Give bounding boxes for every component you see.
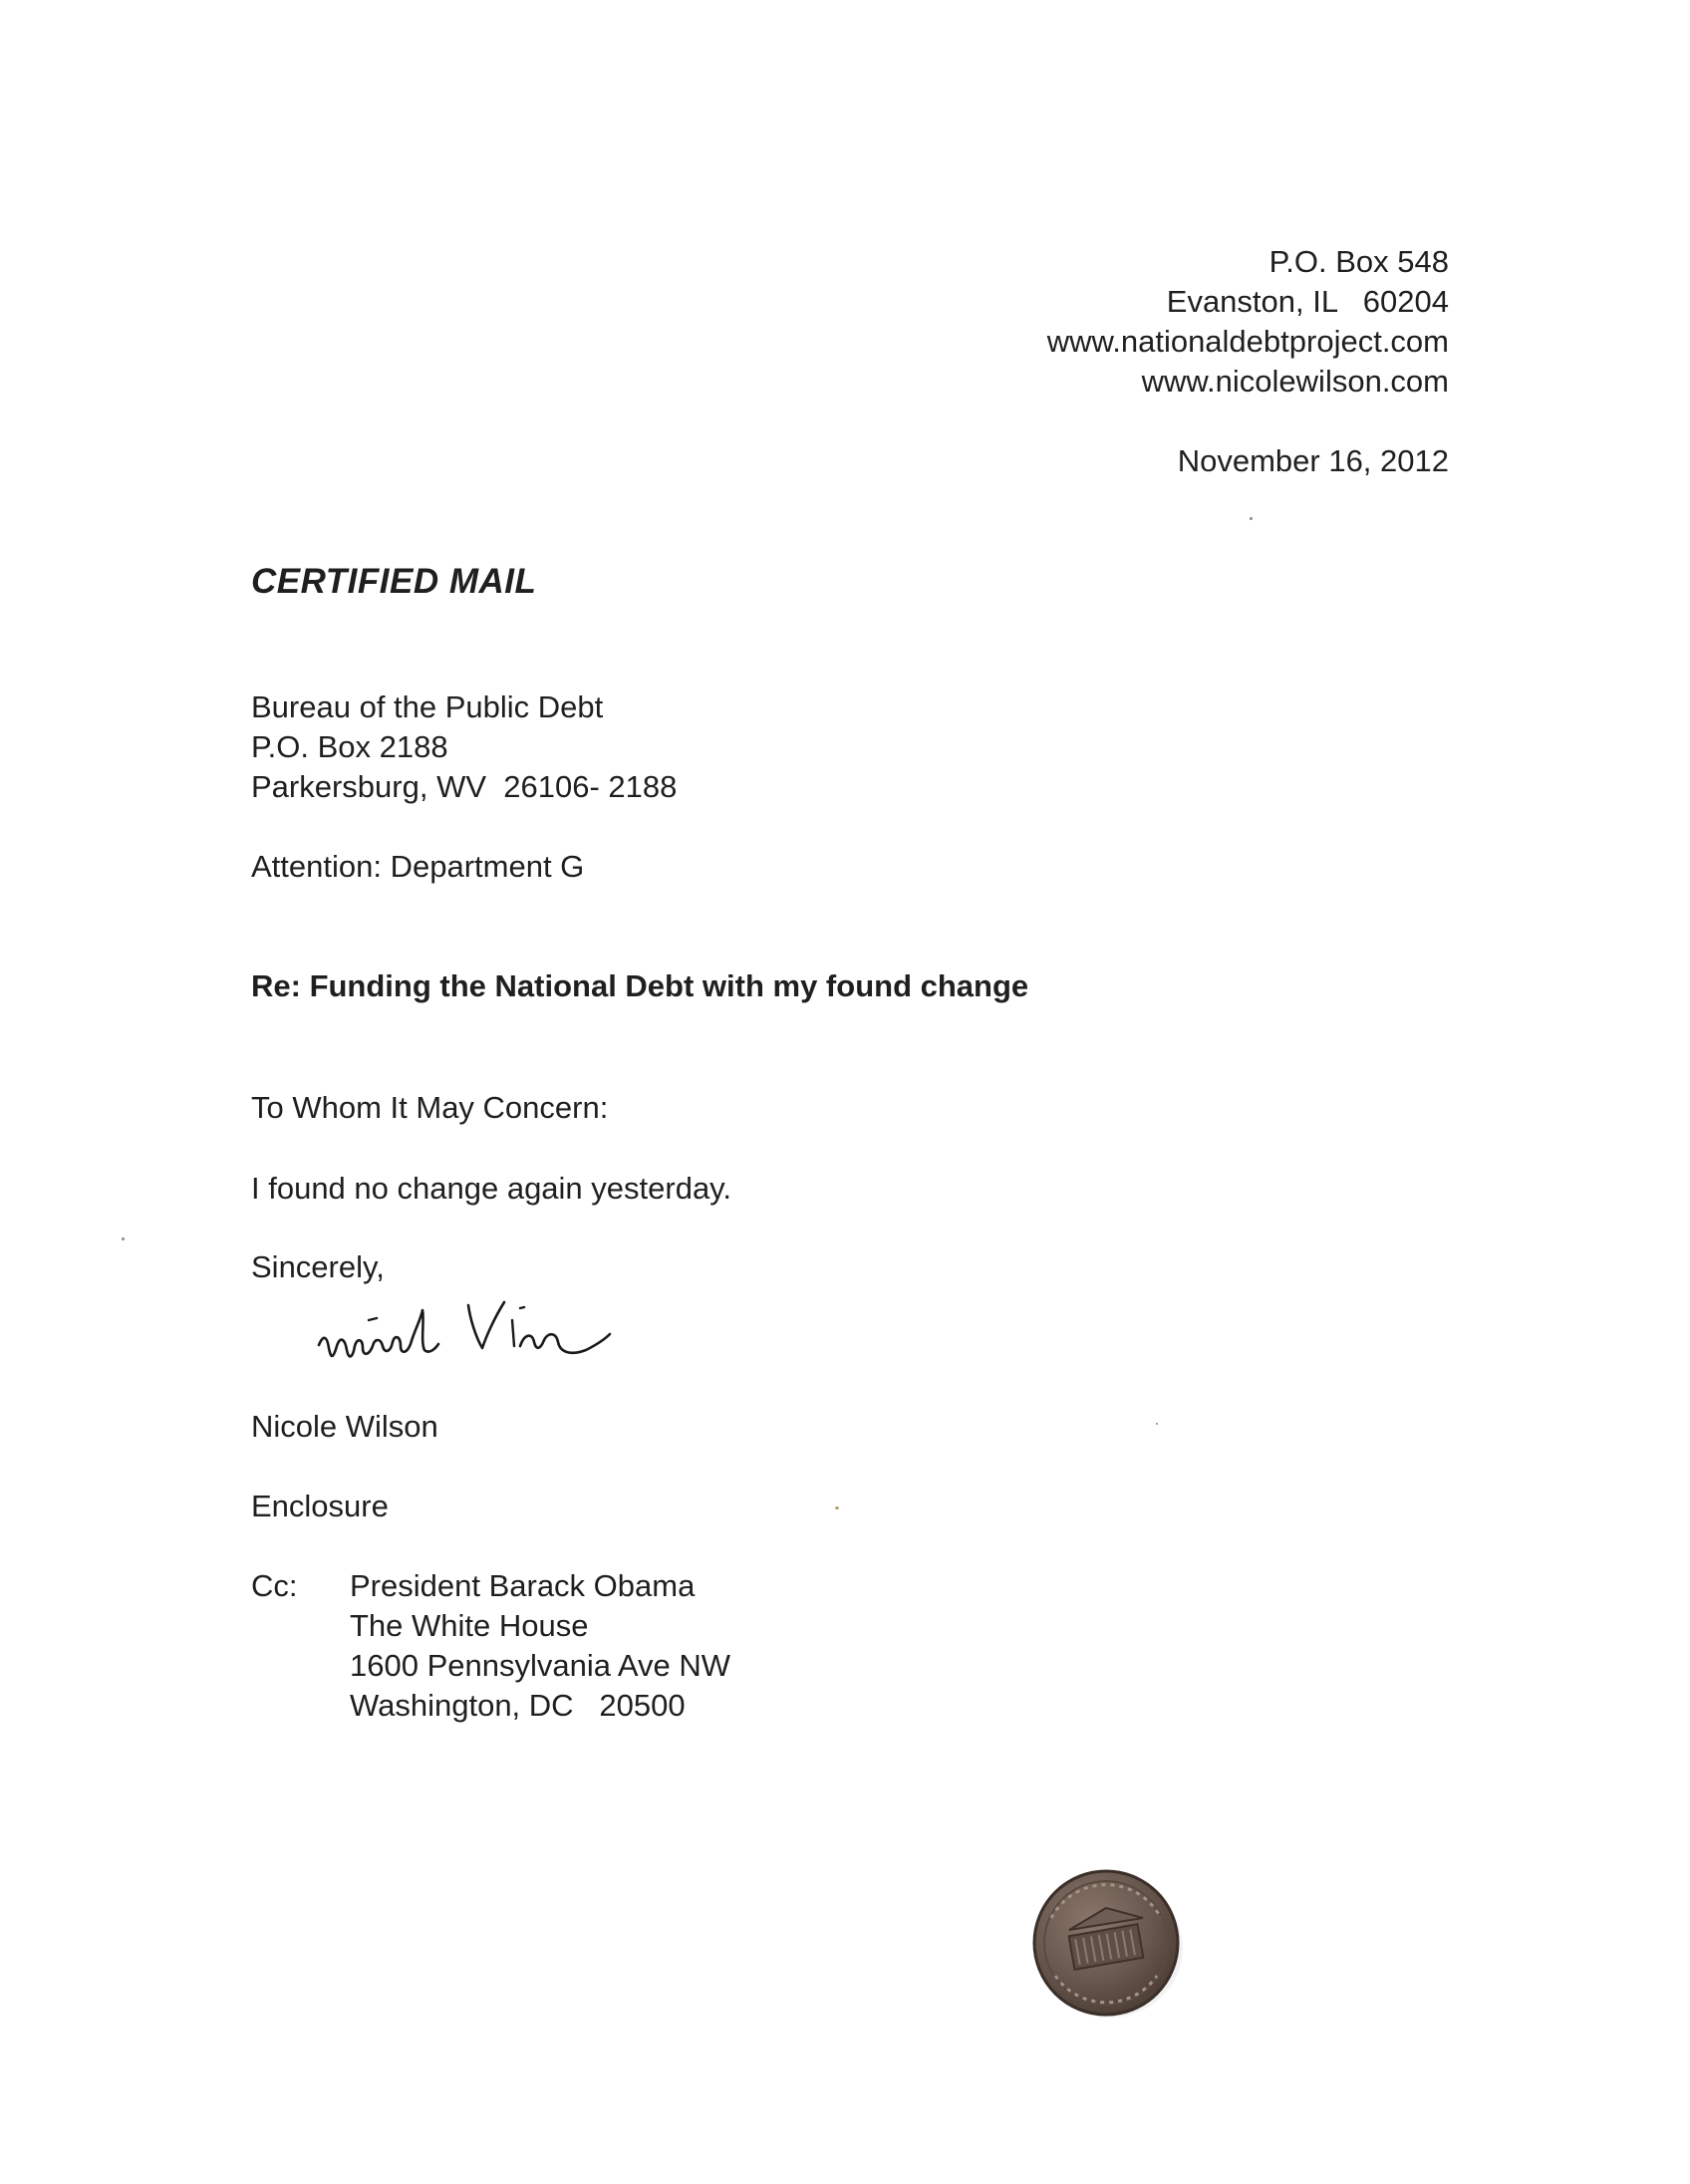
enclosure-note: Enclosure	[251, 1489, 389, 1523]
cc-address-line1: The White House	[350, 1608, 589, 1643]
scan-speck	[835, 1506, 839, 1509]
subject-line: Re: Funding the National Debt with my found change	[251, 968, 1029, 1003]
scan-speck	[122, 1237, 125, 1240]
recipient-address-line2: Parkersburg, WV 26106- 2188	[251, 769, 678, 804]
cc-address-block	[350, 1566, 730, 1726]
penny-coin-image	[1021, 1858, 1191, 2028]
sender-address-block	[1047, 242, 1449, 402]
sender-website-1: www.nationaldebtproject.com	[1046, 324, 1449, 359]
scan-speck	[1156, 1423, 1158, 1425]
letter-body: I found no change again yesterday.	[251, 1171, 731, 1206]
salutation: To Whom It May Concern:	[251, 1090, 609, 1125]
sender-address-line2: Evanston, IL 60204	[1166, 284, 1449, 319]
recipient-name: Bureau of the Public Debt	[251, 689, 604, 724]
signer-name: Nicole Wilson	[251, 1409, 438, 1444]
recipient-address-line1: P.O. Box 2188	[251, 729, 448, 764]
closing: Sincerely,	[251, 1249, 385, 1284]
cc-address-line3: Washington, DC 20500	[350, 1688, 686, 1723]
attention-line: Attention: Department G	[251, 849, 585, 884]
cc-label: Cc:	[251, 1568, 298, 1603]
sender-website-2: www.nicolewilson.com	[1141, 364, 1449, 399]
scan-speck	[1250, 517, 1253, 520]
handwritten-signature-image	[309, 1280, 668, 1390]
mail-type-heading: CERTIFIED MAIL	[251, 562, 537, 601]
cc-name: President Barack Obama	[350, 1568, 696, 1603]
sender-address-line1: P.O. Box 548	[1268, 244, 1449, 279]
cc-address-line2: 1600 Pennsylvania Ave NW	[350, 1648, 730, 1683]
recipient-address-block	[251, 687, 677, 807]
letter-date: November 16, 2012	[1177, 443, 1449, 478]
